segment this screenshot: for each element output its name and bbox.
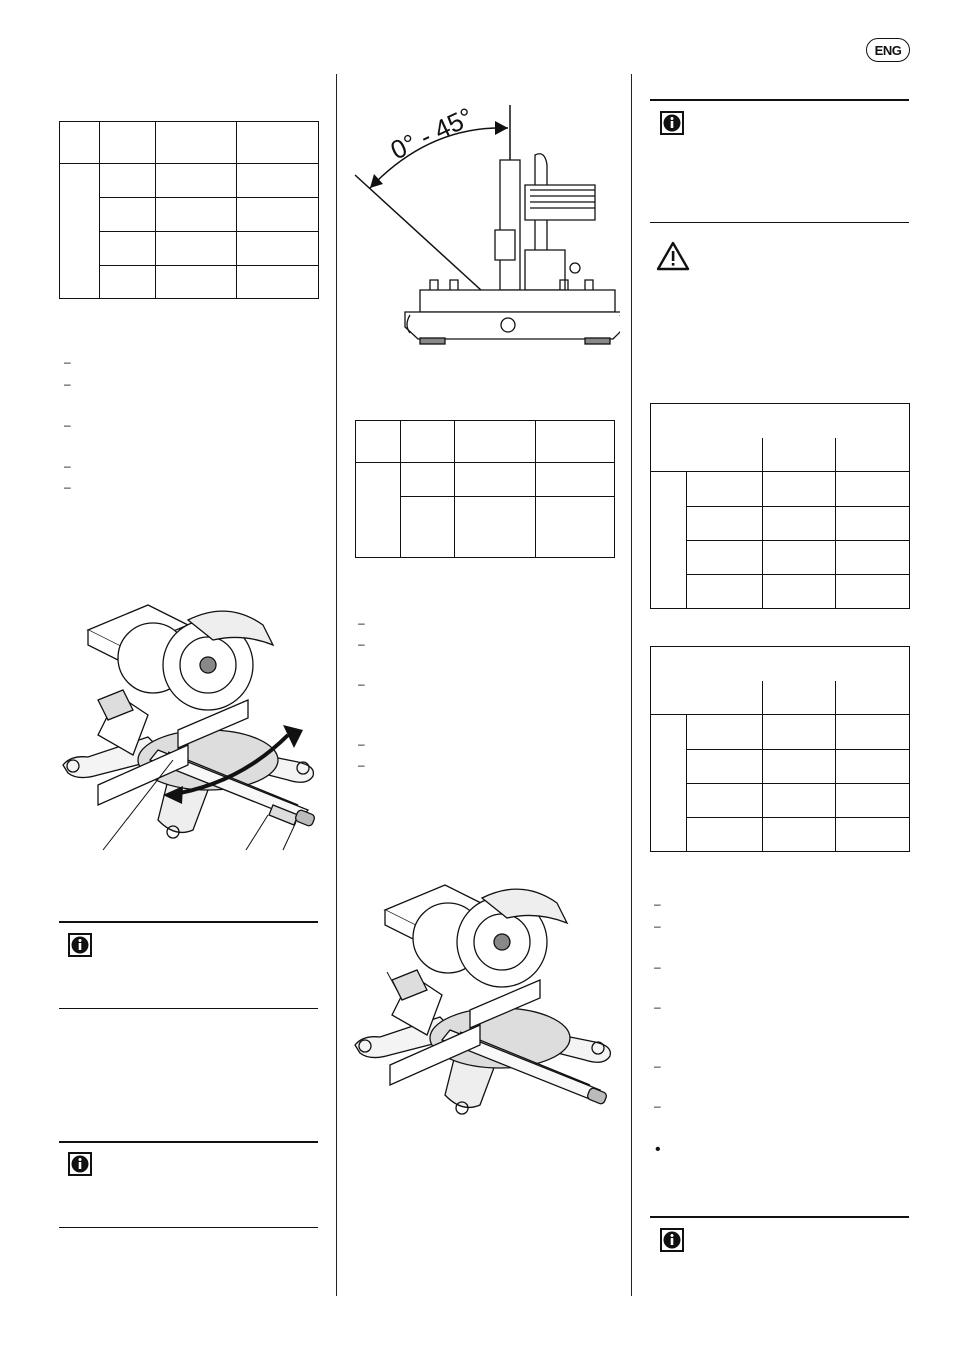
- note-rule-bottom: [59, 1008, 318, 1009]
- spec-table-4: [650, 646, 910, 852]
- list-dash: –: [358, 616, 365, 630]
- list-dash: –: [654, 897, 661, 911]
- info-icon: [68, 1152, 92, 1176]
- warning-icon: [656, 241, 690, 271]
- list-dash: –: [654, 960, 661, 974]
- bevel-angle-label: 0° - 45°: [385, 101, 478, 166]
- note-rule-bottom: [59, 1227, 318, 1228]
- list-dash: –: [358, 758, 365, 772]
- mitre-saw-bevel-figure: [350, 880, 620, 1130]
- list-dash: –: [358, 677, 365, 691]
- list-dash: –: [358, 637, 365, 651]
- list-dash: –: [64, 459, 71, 473]
- list-dash: –: [654, 1000, 661, 1014]
- list-dash: –: [358, 737, 365, 751]
- list-dash: –: [654, 1059, 661, 1073]
- column-divider-right: [631, 74, 632, 1296]
- info-icon: [68, 933, 92, 957]
- note-rule-bottom: [650, 222, 909, 223]
- list-dash: –: [64, 418, 71, 432]
- note-rule-top: [59, 921, 318, 923]
- note-rule-top: [650, 1216, 909, 1218]
- language-badge: ENG: [866, 38, 910, 62]
- list-bullet: •: [655, 1141, 661, 1158]
- spec-table-1: [59, 121, 319, 299]
- list-dash: –: [654, 1099, 661, 1113]
- info-icon: [660, 1228, 684, 1252]
- info-icon: [660, 111, 684, 135]
- list-dash: –: [654, 919, 661, 933]
- list-dash: –: [64, 355, 71, 369]
- spec-table-3: [650, 403, 910, 609]
- column-divider-left: [336, 74, 337, 1296]
- list-dash: –: [64, 377, 71, 391]
- mitre-saw-rotation-figure: [58, 600, 328, 855]
- bevel-angle-figure: [350, 90, 620, 355]
- note-rule-top: [650, 99, 909, 101]
- spec-table-2: [355, 420, 615, 558]
- note-rule-top: [59, 1141, 318, 1143]
- list-dash: –: [64, 480, 71, 494]
